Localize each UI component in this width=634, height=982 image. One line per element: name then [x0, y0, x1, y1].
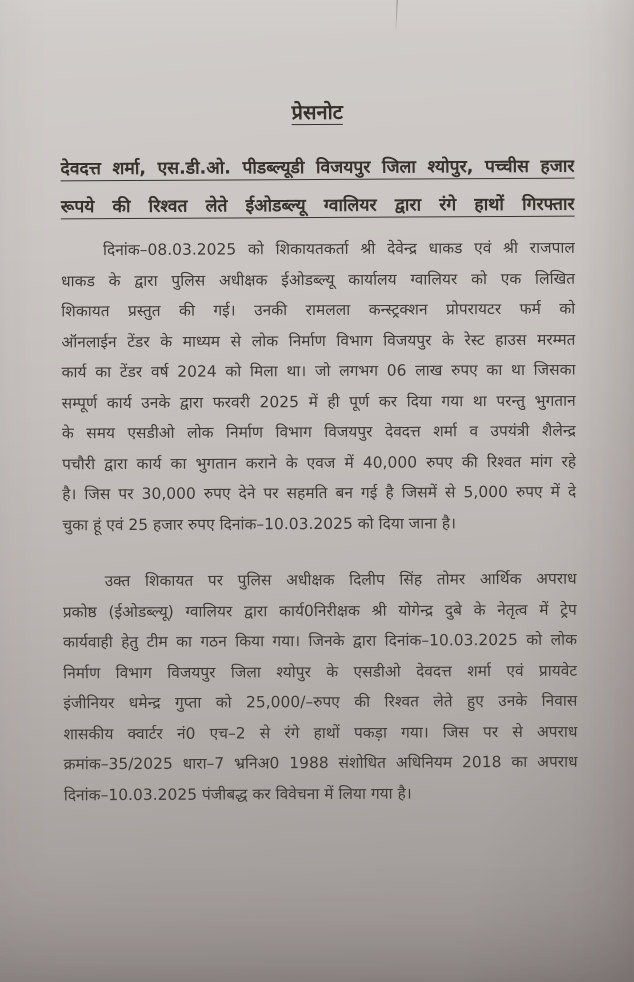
text-line: सम्पूर्ण कार्य उनके द्वारा फरवरी 2025 में ही पूर्ण कर दिया गया था परन्तु भुगतान: [61, 391, 576, 412]
text-line: देवदत्त शर्मा, एस.डी.ओ. पीडब्ल्यूडी विजयपुर जिला श्योपुर, पच्चीस हजार: [60, 156, 575, 180]
text-line: धाकड के द्वारा पुलिस अधीक्षक ईओडब्ल्यू कार्यालय ग्वालियर को एक लिखित: [61, 269, 576, 290]
press-note-page: [60, 97, 578, 811]
text-line: ऑनलाईन टेंडर के माध्यम से लोक निर्माण विभाग विजयपुर के रेस्ट हाउस मरम्मत: [61, 330, 576, 351]
text-line: पचौरी द्वारा कार्य का भुगतान कराने के एवज में 40,000 रुपए की रिश्वत मांग रहे: [62, 452, 577, 473]
text-line: क्रमांक–35/2025 धारा–7 भ्रनिअ0 1988 संशोधित अधिनियम 2018 का अपराध: [63, 752, 578, 774]
text-line: निर्माण विभाग विजयपुर जिला श्योपुर के एसडीओ देवदत्त शर्मा एवं प्रायवेट: [63, 661, 578, 682]
paper-crease: [395, 0, 397, 34]
text-line: कार्य का टेंडर वर्ष 2024 को मिला था। जो लगभग 06 लाख रुपए का था जिसका: [61, 360, 576, 382]
text-line: शासकीय क्वार्टर नं0 एच–2 से रंगे हाथों पकड़ा गया। जिस पर से अपराध: [63, 722, 578, 743]
text-line: कार्यवाही हेतु टीम का गठन किया गया। जिनके द्वारा दिनांक–10.03.2025 को लोक: [62, 630, 578, 652]
text-line: दिनांक–08.03.2025 को शिकायतकर्ता श्री देवेन्द्र धाकड एवं श्री राजपाल: [102, 238, 575, 260]
text-line: शिकायत प्रस्तुत की गई। उनकी रामलला कन्स्ट्रक्शन प्रोपरायटर फर्म को: [61, 299, 576, 321]
text-line: इंजीनियर धमेन्द्र गुप्ता को 25,000/–रुपए की रिश्वत लेते हुए उनके निवास: [63, 691, 578, 713]
text-line: रूपये की रिश्वत लेते ईओडब्ल्यू ग्वालियर द्वारा रंगे हाथों गिरफ्तार: [60, 194, 575, 218]
document-headline: [60, 148, 574, 227]
text-line: प्रकोष्ठ (ईओडब्ल्यू) ग्वालियर द्वारा कार्य0निरीक्षक श्री योगेन्द्र दुबे के नेतृत्व में ट्रेप: [62, 600, 577, 621]
text-line: के समय एसडीओ लोक निर्माण विभाग विजयपुर देवदत्त शर्मा व उपयंत्री शैलेन्द्र: [61, 421, 576, 443]
text-line: है। जिस पर 30,000 रुपए देने पर सहमति बन गई है जिसमें से 5,000 रुपए में दे: [62, 482, 577, 504]
paragraph-1: [61, 233, 577, 541]
text-line: दिनांक–10.03.2025 पंजीबद्ध कर विवेचना में लिया गया है।: [63, 784, 412, 804]
paragraph-2: [63, 564, 578, 811]
text-line: उक्त शिकायत पर पुलिस अधीक्षक दिलीप सिंह तोमर आर्थिक अपराध: [104, 569, 577, 591]
document-title: प्रेसनोट: [291, 99, 343, 125]
text-line: चुका हूं एवं 25 हजार रुपए दिनांक–10.03.2025 को दिया जाना है।: [62, 513, 456, 534]
